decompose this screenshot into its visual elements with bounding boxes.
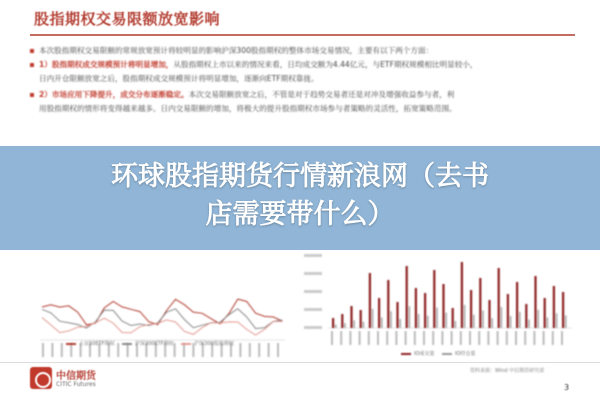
banner-title bbox=[0, 158, 600, 234]
bar-volume bbox=[516, 282, 518, 328]
x-tick-mark bbox=[506, 331, 508, 345]
x-tick-mark bbox=[543, 331, 545, 345]
bar-open-interest bbox=[565, 315, 567, 328]
bar-open-interest bbox=[491, 318, 493, 328]
x-tick-mark bbox=[552, 331, 554, 345]
bar-open-interest bbox=[409, 306, 411, 328]
x-tick-mark bbox=[340, 331, 342, 345]
bar-open-interest bbox=[445, 313, 447, 328]
bar-volume bbox=[442, 284, 444, 328]
bar-x-ticks bbox=[331, 331, 563, 345]
line-series-2 bbox=[42, 318, 282, 336]
bar-open-interest bbox=[363, 322, 365, 328]
legend-swatch bbox=[181, 343, 191, 345]
title-divider bbox=[30, 34, 575, 36]
data-source: 资料来源：Wind 中信期货研究部 bbox=[470, 368, 545, 374]
bar-volume bbox=[544, 298, 546, 328]
bar-open-interest bbox=[510, 316, 512, 328]
bar-volume bbox=[498, 268, 500, 328]
bar-open-interest bbox=[344, 323, 346, 328]
x-tick-mark bbox=[414, 331, 416, 345]
bar-open-interest bbox=[464, 305, 466, 328]
bar-volume bbox=[424, 293, 426, 328]
point1-line2: 日内开仓限额放宽之后，股指期权成交规模预计将明显增加，逐渐向ETF期权靠拢。 bbox=[39, 74, 319, 83]
x-tick-mark bbox=[239, 343, 241, 357]
x-tick-mark bbox=[405, 331, 407, 345]
bar-volume bbox=[415, 288, 417, 328]
y-tick-mark bbox=[304, 290, 322, 293]
x-tick-mark bbox=[395, 331, 397, 345]
bar-volume bbox=[378, 298, 380, 328]
logo-text-en: CITIC Futures bbox=[56, 381, 96, 388]
bar-open-interest bbox=[482, 311, 484, 329]
bar-volume bbox=[461, 262, 463, 328]
bar-volume bbox=[433, 270, 435, 328]
y-tick-mark bbox=[304, 272, 322, 275]
x-tick-mark bbox=[258, 343, 260, 357]
bar-chart bbox=[300, 240, 575, 360]
x-tick-mark bbox=[533, 331, 535, 345]
line-series-1 bbox=[42, 309, 282, 329]
legend-swatch bbox=[442, 353, 452, 355]
x-tick-mark bbox=[368, 331, 370, 345]
bar-open-interest bbox=[381, 318, 383, 329]
bullet-icon bbox=[30, 63, 34, 67]
x-tick-mark bbox=[460, 331, 462, 345]
point2-line2: 用股指期权的情形将变得越来越多。日内交易限额的增加，将极大的提升股指期权市场参与者策略的灵活性，拓宽策略范围。 bbox=[39, 104, 457, 113]
bar-volume bbox=[452, 308, 454, 328]
x-tick-mark bbox=[42, 343, 44, 357]
bar-volume bbox=[332, 318, 334, 328]
bar-volume bbox=[553, 286, 555, 328]
bar-volume bbox=[470, 290, 472, 328]
y-tick-mark bbox=[304, 254, 322, 257]
bar-y-ticks bbox=[304, 254, 322, 329]
x-tick-mark bbox=[515, 331, 517, 345]
x-tick-mark bbox=[497, 331, 499, 345]
x-tick-mark bbox=[487, 331, 489, 345]
x-tick-mark bbox=[524, 331, 526, 345]
bar-open-interest bbox=[547, 318, 549, 329]
x-tick-mark bbox=[386, 331, 388, 345]
bar-open-interest bbox=[528, 320, 530, 328]
x-tick-mark bbox=[377, 331, 379, 345]
bullet-icon bbox=[30, 93, 34, 97]
bar-volume bbox=[369, 273, 371, 328]
bar-volume bbox=[406, 266, 408, 328]
x-tick-mark bbox=[249, 343, 251, 357]
bar-chart-legend: IO成交量 IO持仓量 bbox=[395, 350, 475, 357]
page-number: 3 bbox=[564, 383, 570, 392]
bar-volume bbox=[488, 300, 490, 328]
bar-volume bbox=[479, 278, 481, 328]
bar-open-interest bbox=[556, 313, 558, 328]
bar-open-interest bbox=[390, 311, 392, 328]
legend-swatch bbox=[122, 343, 132, 345]
bar-volume bbox=[534, 276, 536, 328]
x-tick-mark bbox=[331, 331, 333, 345]
x-tick-mark bbox=[469, 331, 471, 345]
line-series-group bbox=[42, 299, 282, 335]
x-tick-mark bbox=[349, 331, 351, 345]
x-tick-mark bbox=[359, 331, 361, 345]
bar-series-group bbox=[332, 262, 567, 328]
slide-title: 股指期权交易限额放宽影响 bbox=[34, 10, 221, 28]
logo-text-cn: 中信期货 bbox=[56, 371, 96, 382]
citic-logo-icon bbox=[30, 367, 52, 389]
x-tick-mark bbox=[441, 331, 443, 345]
point2-line: 2）市场应用下降提升，成交分布逐渐稳定。本次交易限额放宽之后，不管是对于趋势交易者还是对冲及增强收益参与者，利 bbox=[30, 88, 454, 101]
point1-line: 1）股指期权成交规模预计将明显增加，从股指期权上市以来的情况来看，日均成交额为4.44亿元，与ETF期权规模相比明显较小， bbox=[30, 58, 477, 71]
bar-volume bbox=[562, 292, 564, 328]
bar-open-interest bbox=[537, 310, 539, 328]
bar-open-interest bbox=[519, 312, 521, 328]
legend-swatch bbox=[401, 353, 411, 355]
bar-open-interest bbox=[455, 321, 457, 328]
x-tick-mark bbox=[268, 343, 270, 357]
banner-title-line1: 环球股指期货行情新浪网（去书 bbox=[111, 161, 489, 192]
bar-open-interest bbox=[399, 319, 401, 328]
bar-volume bbox=[525, 304, 527, 328]
bar-volume bbox=[396, 302, 398, 328]
bullet-icon bbox=[30, 49, 34, 53]
bar-volume bbox=[360, 310, 362, 328]
bar-open-interest bbox=[427, 316, 429, 328]
x-tick-mark bbox=[561, 331, 563, 345]
bar-volume bbox=[341, 314, 343, 328]
bar-open-interest bbox=[473, 315, 475, 328]
bar-open-interest bbox=[372, 309, 374, 328]
bar-open-interest bbox=[418, 314, 420, 328]
line-series-0 bbox=[42, 299, 282, 325]
x-tick-mark bbox=[423, 331, 425, 345]
x-tick-mark bbox=[432, 331, 434, 345]
bar-volume bbox=[350, 306, 352, 328]
x-tick-mark bbox=[451, 331, 453, 345]
x-tick-mark bbox=[51, 343, 53, 357]
y-tick-mark bbox=[304, 308, 322, 311]
x-tick-mark bbox=[277, 343, 279, 357]
y-tick-mark bbox=[304, 326, 322, 329]
bar-volume bbox=[507, 294, 509, 328]
x-tick-mark bbox=[478, 331, 480, 345]
bar-open-interest bbox=[335, 325, 337, 329]
bar-volume bbox=[387, 280, 389, 328]
legend-swatch bbox=[66, 343, 76, 345]
intro-paragraph: 本次股指期权交易限额的常规放宽预计将较明显的影响沪深300股指期权的整体市场交易情况，主要有以下两个方面： bbox=[30, 44, 433, 57]
bar-open-interest bbox=[353, 320, 355, 328]
banner-title-line2: 店需要带什么） bbox=[205, 199, 395, 230]
footer-divider bbox=[0, 362, 600, 363]
bar-open-interest bbox=[436, 308, 438, 328]
line-chart-legend: 上证50ETF期权 沪深300ETF期权 沪深300股指期权 bbox=[60, 340, 234, 347]
bar-open-interest bbox=[501, 307, 503, 328]
